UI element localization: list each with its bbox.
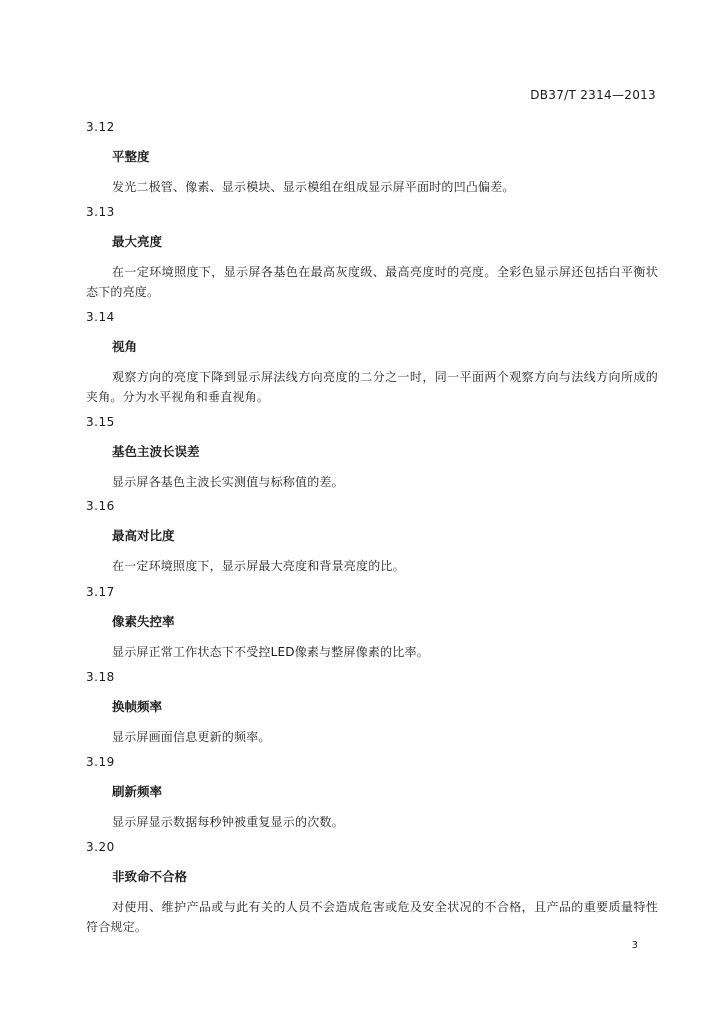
term-definition: 显示屏各基色主波长实测值与标称值的差。 [112, 475, 344, 489]
term-number: 3.13 [86, 205, 115, 219]
term-title: 非致命不合格 [112, 869, 188, 884]
term-3-12 [86, 119, 658, 197]
term-title: 基色主波长误差 [112, 444, 200, 459]
term-number: 3.14 [86, 310, 115, 324]
term-number: 3.15 [86, 415, 115, 429]
term-definition: 在一定环境照度下，显示屏最大亮度和背景亮度的比。 [112, 559, 405, 573]
term-number: 3.19 [86, 755, 115, 769]
term-title: 刷新频率 [112, 784, 163, 799]
term-definition: 显示屏显示数据每秒钟被重复显示的次数。 [112, 815, 344, 829]
term-3-15 [86, 414, 658, 492]
term-definition: 显示屏正常工作状态下不受控LED像素与整屏像素的比率。 [112, 645, 429, 659]
term-definition: 对使用、维护产品或与此有关的人员不会造成危害或危及安全状况的不合格，且产品的重要质量特性符合规定。 [86, 900, 658, 934]
term-title: 最高对比度 [112, 528, 175, 543]
term-title: 平整度 [112, 149, 150, 164]
term-3-18 [86, 669, 658, 747]
term-title: 像素失控率 [112, 614, 175, 629]
term-3-20 [86, 839, 658, 937]
term-3-14 [86, 309, 658, 407]
term-3-16 [86, 498, 658, 576]
term-3-19 [86, 754, 658, 832]
page-number: 3 [631, 940, 638, 951]
term-number: 3.16 [86, 499, 115, 513]
term-number: 3.18 [86, 670, 115, 684]
term-definition: 观察方向的亮度下降到显示屏法线方向亮度的二分之一时，同一平面两个观察方向与法线方向所成的夹角。分为水平视角和垂直视角。 [86, 370, 658, 404]
term-number: 3.20 [86, 840, 115, 854]
term-definition: 显示屏画面信息更新的频率。 [112, 730, 271, 744]
term-title: 换帧频率 [112, 699, 163, 714]
term-3-13 [86, 204, 658, 302]
standard-code: DB37/T 2314—2013 [530, 88, 656, 102]
term-definition: 在一定环境照度下，显示屏各基色在最高灰度级、最高亮度时的亮度。全彩色显示屏还包括白平衡状态下的亮度。 [86, 265, 658, 299]
term-3-17 [86, 584, 658, 662]
term-definition: 发光二极管、像素、显示模块、显示模组在组成显示屏平面时的凹凸偏差。 [112, 180, 515, 194]
term-title: 视角 [112, 339, 138, 354]
term-number: 3.12 [86, 120, 115, 134]
term-number: 3.17 [86, 585, 115, 599]
term-title: 最大亮度 [112, 234, 163, 249]
